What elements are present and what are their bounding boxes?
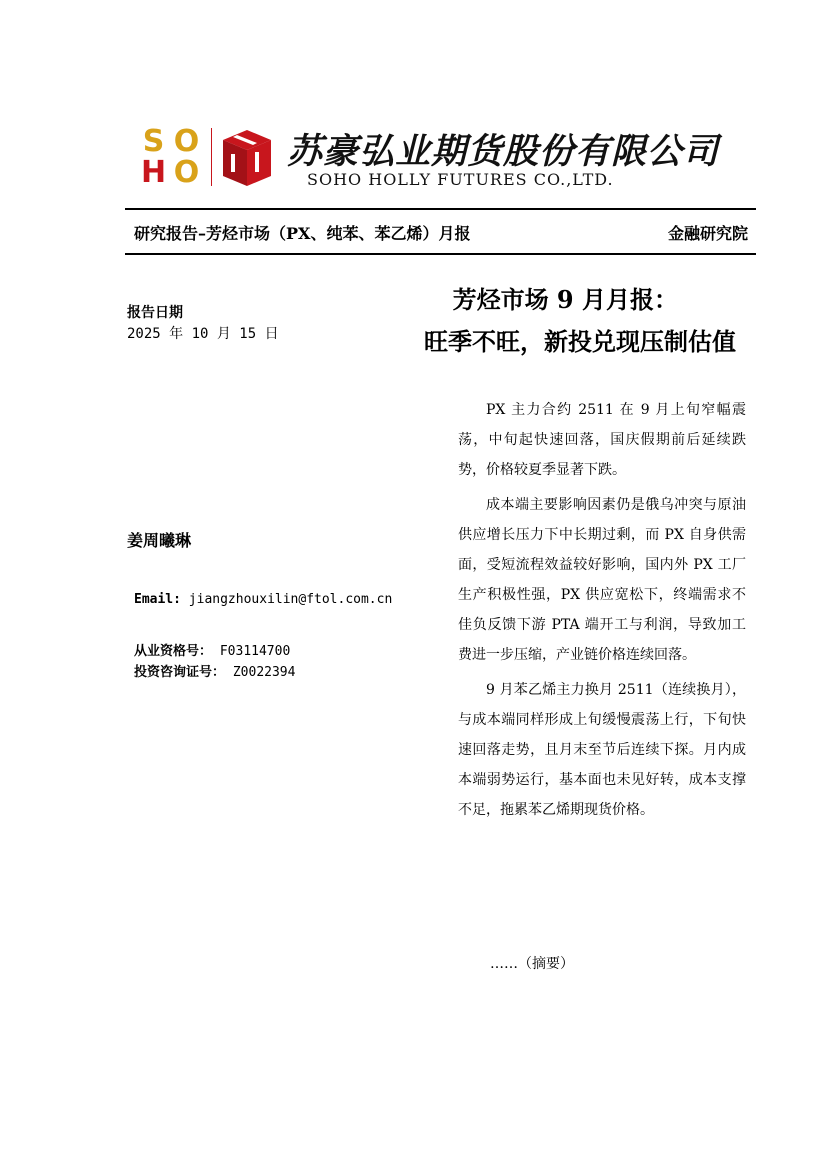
header-rule-top (125, 208, 756, 210)
company-logo (137, 118, 720, 198)
consulting-number (134, 661, 295, 680)
company-name-en: SOHO HOLLY FUTURES CO.,LTD. (307, 170, 614, 189)
email-label: Email: (134, 592, 181, 607)
soho-logo-mark (137, 126, 203, 188)
department: 金融研究院 (667, 224, 748, 243)
abstract-ellipsis: ……（摘要） (490, 956, 574, 972)
author-name: 姜周曦琳 (127, 531, 192, 550)
author-email (134, 592, 392, 607)
report-date-label: 报告日期 (127, 305, 183, 321)
qualification-value: F03114700 (219, 644, 291, 659)
report-date-value: 2025 年 10 月 15 日 (127, 326, 279, 342)
logo-letter-h: H (140, 155, 167, 190)
logo-divider (211, 128, 212, 186)
header-rule-bottom (125, 253, 756, 255)
report-type: 研究报告–芳烃市场（PX、纯苯、苯乙烯）月报 (134, 224, 471, 243)
logo-letter-s: S (142, 124, 165, 159)
box-logo-icon (219, 126, 275, 188)
company-name-cn: 苏豪弘业期货股份有限公司 (287, 131, 720, 172)
abstract-paragraph-2: 成本端主要影响因素仍是俄乌冲突与原油供应增长压力下中长期过剩，而 PX 自身供需面，受短流程效益较好影响，国内外 PX 工厂生产积极性强，PX 供应宽松下，终端需求不佳负反馈下游 PTA 端开工与利润，导致加工费进一步压缩，产业链价格连续回落。 (458, 497, 746, 663)
report-title-line2: 旺季不旺，新投兑现压制估值 (424, 327, 736, 356)
report-title-line1: 芳烃市场 9 月月报： (452, 285, 678, 314)
abstract-paragraph-1: PX 主力合约 2511 在 9 月上旬窄幅震荡，中旬起快速回落，国庆假期前后延续跌势，价格较夏季显著下跌。 (458, 402, 746, 478)
consulting-value: Z0022394 (232, 665, 296, 680)
qualification-number (134, 640, 290, 659)
email-value[interactable]: jiangzhouxilin@ftol.com.cn (188, 592, 393, 607)
abstract (458, 395, 746, 830)
logo-letter-o: O (173, 124, 200, 159)
abstract-paragraph-3: 9 月苯乙烯主力换月 2511（连续换月），与成本端同样形成上旬缓慢震荡上行，下旬快速回落走势，且月末至节后连续下探。月内成本端弱势运行，基本面也未见好转，成本支撑不足，拖累苯乙烯期现货价格。 (458, 682, 746, 818)
qualification-label: 从业资格号： (134, 644, 213, 659)
consulting-label: 投资咨询证号： (134, 665, 226, 680)
logo-letter-o2: O (173, 155, 200, 190)
